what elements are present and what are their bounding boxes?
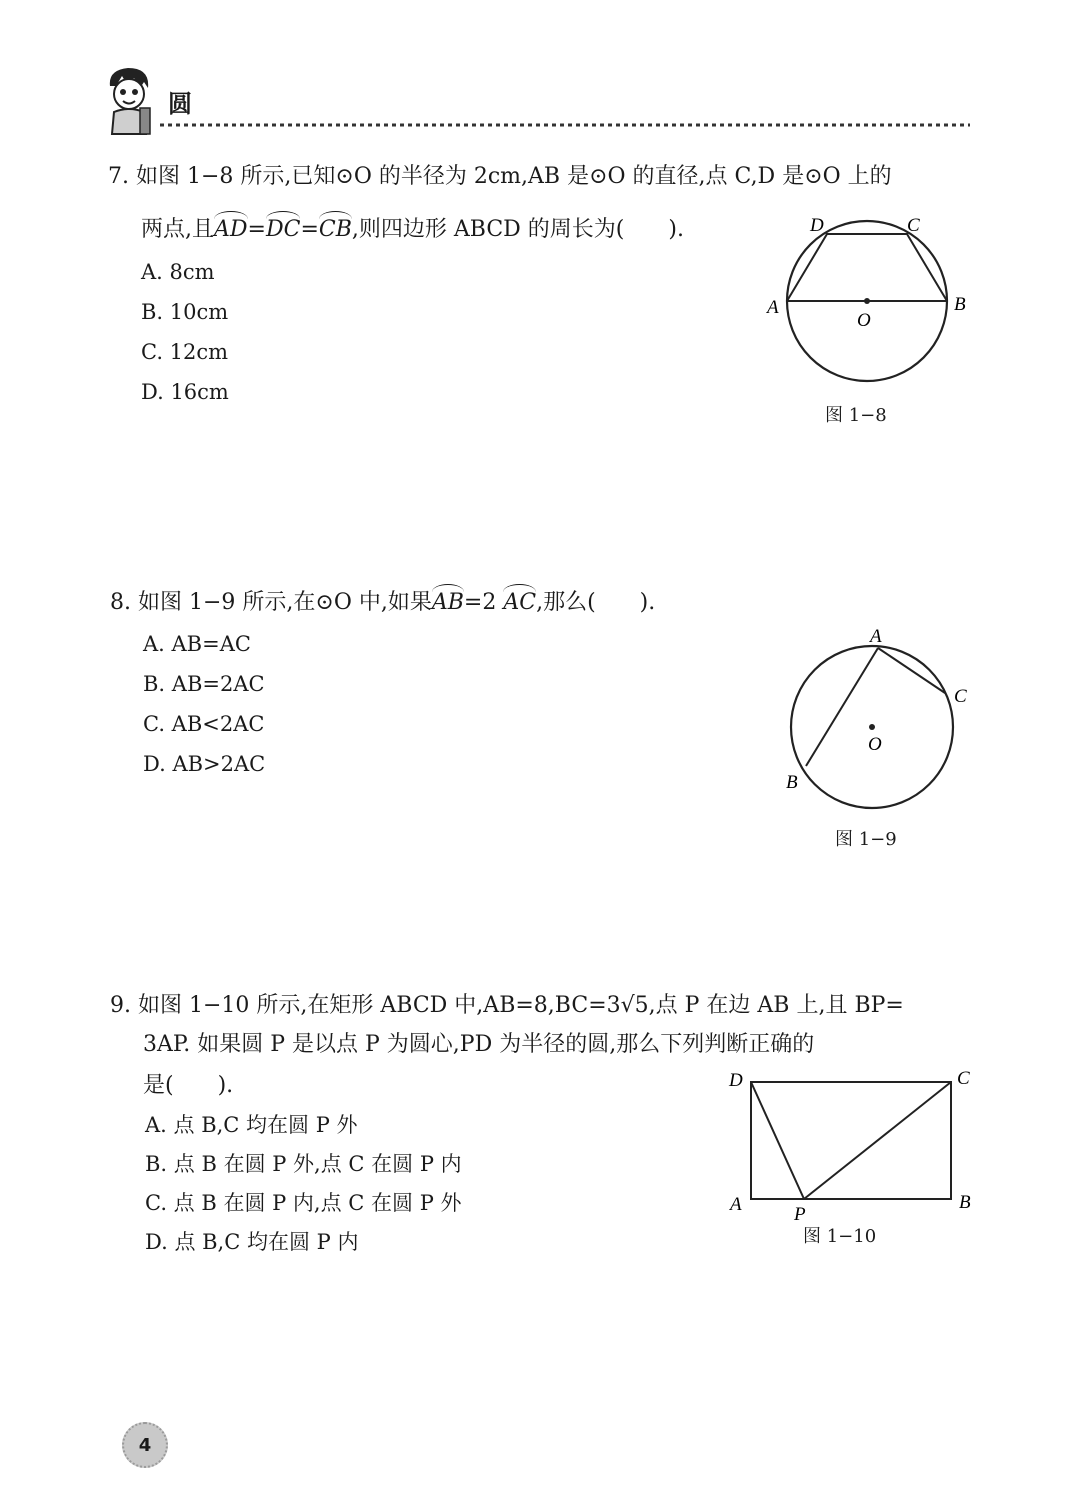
- q7-line-1: 7. 如图 1−8 所示,已知⊙O 的半径为 2cm,AB 是⊙O 的直径,点 C,D 是⊙O 上的: [108, 164, 892, 189]
- q9-option-a: A. 点 B,C 均在圆 P 外: [145, 1113, 358, 1137]
- q8-option-c: C. AB<2AC: [143, 712, 265, 736]
- fig9-chord-ac: [878, 648, 945, 693]
- fig10-segment-pc: [804, 1082, 951, 1199]
- fig9-label-c: C: [954, 686, 967, 707]
- fig8-label-d: D: [810, 215, 824, 236]
- fig9-label-o: O: [868, 734, 882, 755]
- q7-line-2: 两点,且AD=DC=CB,则四边形 ABCD 的周长为( ).: [141, 215, 684, 245]
- fig10-label-d: D: [729, 1070, 743, 1091]
- q7-option-d: D. 16cm: [141, 380, 229, 404]
- q9-option-d: D. 点 B,C 均在圆 P 内: [145, 1230, 359, 1254]
- figure-1-9: [770, 620, 980, 820]
- fig10-segment-pd: [751, 1082, 804, 1199]
- cartoon-mascot-icon: [100, 64, 158, 136]
- q8-line-1: 8. 如图 1−9 所示,在⊙O 中,如果AB=2 AC,那么( ).: [110, 588, 655, 618]
- fig9-caption: 图 1−9: [835, 829, 897, 850]
- fig8-label-b: B: [954, 294, 966, 315]
- q8-option-a: A. AB=AC: [143, 632, 251, 656]
- fig10-label-c: C: [957, 1068, 970, 1089]
- fig8-label-c: C: [907, 215, 920, 236]
- fig8-center-point: [864, 298, 870, 304]
- header-divider: [160, 121, 970, 129]
- fig8-label-a: A: [767, 297, 779, 318]
- q7-option-a: A. 8cm: [141, 260, 215, 284]
- fig8-label-o: O: [857, 310, 871, 331]
- q9-option-c: C. 点 B 在圆 P 内,点 C 在圆 P 外: [145, 1191, 462, 1215]
- q8-option-d: D. AB>2AC: [143, 752, 266, 776]
- fig10-caption: 图 1−10: [803, 1226, 877, 1247]
- fig10-label-a: A: [730, 1194, 742, 1215]
- fig10-label-b: B: [959, 1192, 971, 1213]
- fig9-label-a: A: [870, 626, 882, 647]
- q9-line-1: 9. 如图 1−10 所示,在矩形 ABCD 中,AB=8,BC=3√5,点 P 在边 AB 上,且 BP=: [110, 993, 904, 1018]
- q8-option-b: B. AB=2AC: [143, 672, 265, 696]
- fig10-label-p: P: [794, 1204, 806, 1225]
- figure-1-10: [720, 1062, 980, 1227]
- fig8-caption: 图 1−8: [825, 405, 887, 426]
- figure-1-8: [760, 205, 980, 395]
- page-number: 4: [122, 1422, 168, 1468]
- q9-option-b: B. 点 B 在圆 P 外,点 C 在圆 P 内: [145, 1152, 462, 1176]
- q7-option-c: C. 12cm: [141, 340, 229, 364]
- fig9-center-point: [869, 724, 875, 730]
- fig10-rectangle: [751, 1082, 951, 1199]
- q7-option-b: B. 10cm: [141, 300, 229, 324]
- chapter-title: 圆: [168, 90, 192, 118]
- fig9-label-b: B: [786, 772, 798, 793]
- q9-line-3: 是( ).: [143, 1073, 234, 1098]
- q9-line-2: 3AP. 如果圆 P 是以点 P 为圆心,PD 为半径的圆,那么下列判断正确的: [143, 1032, 815, 1057]
